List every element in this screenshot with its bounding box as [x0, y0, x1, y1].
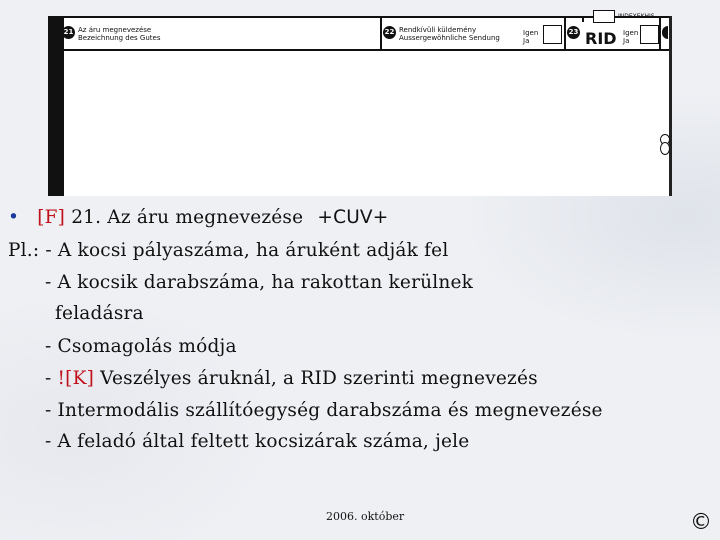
form-divider [564, 16, 566, 50]
slide-line-4: feladásra [55, 303, 144, 324]
cell-number-22: 22 [383, 26, 396, 39]
form-divider [380, 16, 382, 50]
top-right-fragment: INDEXEKHIS [618, 13, 655, 20]
form-divider [62, 16, 64, 196]
rid-label: RID [585, 29, 617, 48]
form-image [48, 13, 672, 196]
slide-line-1 [8, 207, 389, 228]
bullet-icon: • [8, 207, 20, 228]
slide-line-8: - A feladó által feltett kocsizárak száma, jele [45, 431, 470, 452]
form-divider [62, 49, 669, 51]
slide-line-3: - A kocsik darabszáma, ha rakottan kerülnek [45, 272, 474, 293]
cell21-label-de: Bezeichnung des Gutes [78, 34, 161, 42]
field-tag-k: ![K] [57, 368, 95, 389]
form-divider [659, 16, 661, 50]
cell23-yes-hu: Igen [623, 29, 639, 37]
slide-line-6 [45, 368, 538, 389]
line1-suffix: +CUV+ [317, 207, 389, 228]
cell22-checkbox [543, 25, 562, 44]
footer-date: 2006. október [326, 510, 405, 523]
slide-line-5: - Csomagolás módja [45, 336, 237, 357]
form-divider [62, 16, 669, 18]
side-marker [660, 142, 670, 155]
cell23-checkbox [640, 25, 659, 44]
cell-number-21: 21 [62, 26, 75, 39]
cell-number-partial [662, 26, 668, 39]
cell21-label-hu: Az áru megnevezése [78, 26, 152, 34]
line1-text: 21. Az áru megnevezése [71, 207, 304, 228]
cell22-yes-hu: Igen [523, 29, 539, 37]
slide-line-7: - Intermodális szállítóegység darabszáma és megnevezése [45, 400, 603, 421]
line6-text: Veszélyes áruknál, a RID szerinti megnevezés [100, 368, 538, 389]
copyright-icon: © [690, 510, 712, 535]
cell22-yes-de: Ja [523, 37, 530, 45]
slide-line-2: Pl.: - A kocsi pályaszáma, ha áruként adják fel [8, 240, 449, 261]
cell22-label-de: Aussergewöhnliche Sendung [399, 34, 500, 42]
cell-number-23: 23 [567, 26, 580, 39]
cell23-yes-de: Ja [623, 37, 630, 45]
form-divider [582, 16, 584, 22]
field-tag-f: [F] [37, 207, 66, 228]
top-checkbox [593, 10, 615, 23]
line6-prefix: - [45, 368, 52, 389]
cell22-label-hu: Rendkívüli küldemény [399, 26, 477, 34]
